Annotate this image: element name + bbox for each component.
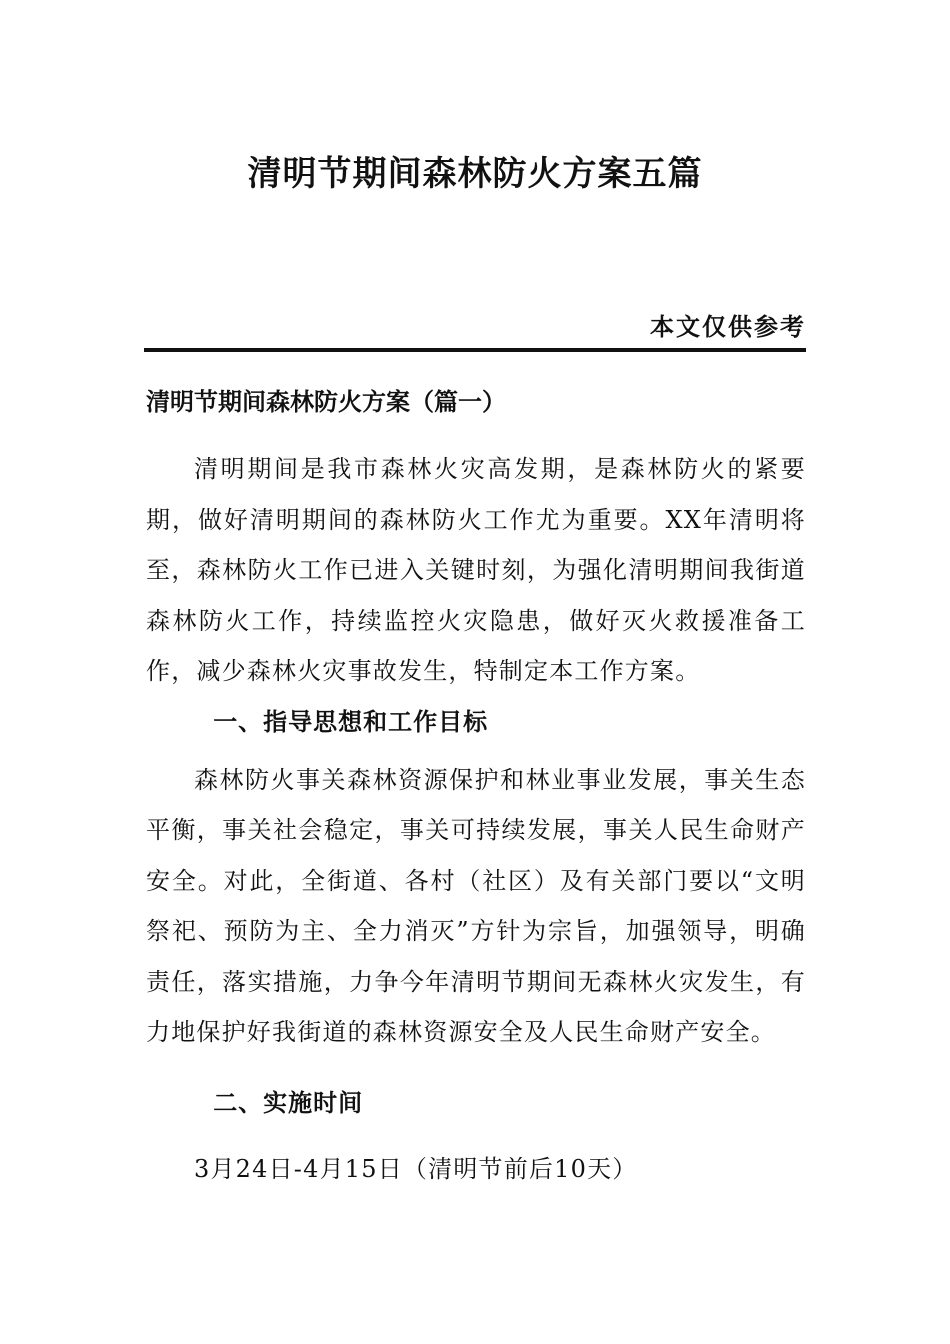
paragraph-guiding-ideology: 森林防火事关森林资源保护和林业事业发展，事关生态平衡，事关社会稳定，事关可持续发展，事关人民生命财产安全。对此，全街道、各村（社区）及有关部门要以“文明祭祀、预防为主、全力消灭”方针为宗旨，加强领导，明确责任，落实措施，力争今年清明节期间无森林火灾发生，有力地保护好我街道的森林资源安全及人民生命财产安全。 [146, 765, 806, 1046]
intro-paragraph: 清明期间是我市森林火灾高发期，是森林防火的紧要期，做好清明期间的森林防火工作尤为重要。XX年清明将至，森林防火工作已进入关键时刻，为强化清明期间我街道森林防火工作，持续监控火灾隐患，做好灭火救援准备工作，减少森林火灾事故发生，特制定本工作方案。 [146, 455, 806, 685]
reference-note: 本文仅供参考 [650, 313, 806, 341]
heading-guiding-ideology: 一、指导思想和工作目标 [213, 707, 489, 736]
document-body [146, 378, 806, 1194]
header-divider [144, 348, 806, 352]
document-title: 清明节期间森林防火方案五篇 [247, 154, 703, 194]
paragraph-implementation-time: 3月24日-4月15日（清明节前后10天） [194, 1154, 638, 1183]
section-title: 清明节期间森林防火方案（篇一） [146, 388, 506, 416]
heading-implementation-time: 二、实施时间 [213, 1088, 364, 1117]
